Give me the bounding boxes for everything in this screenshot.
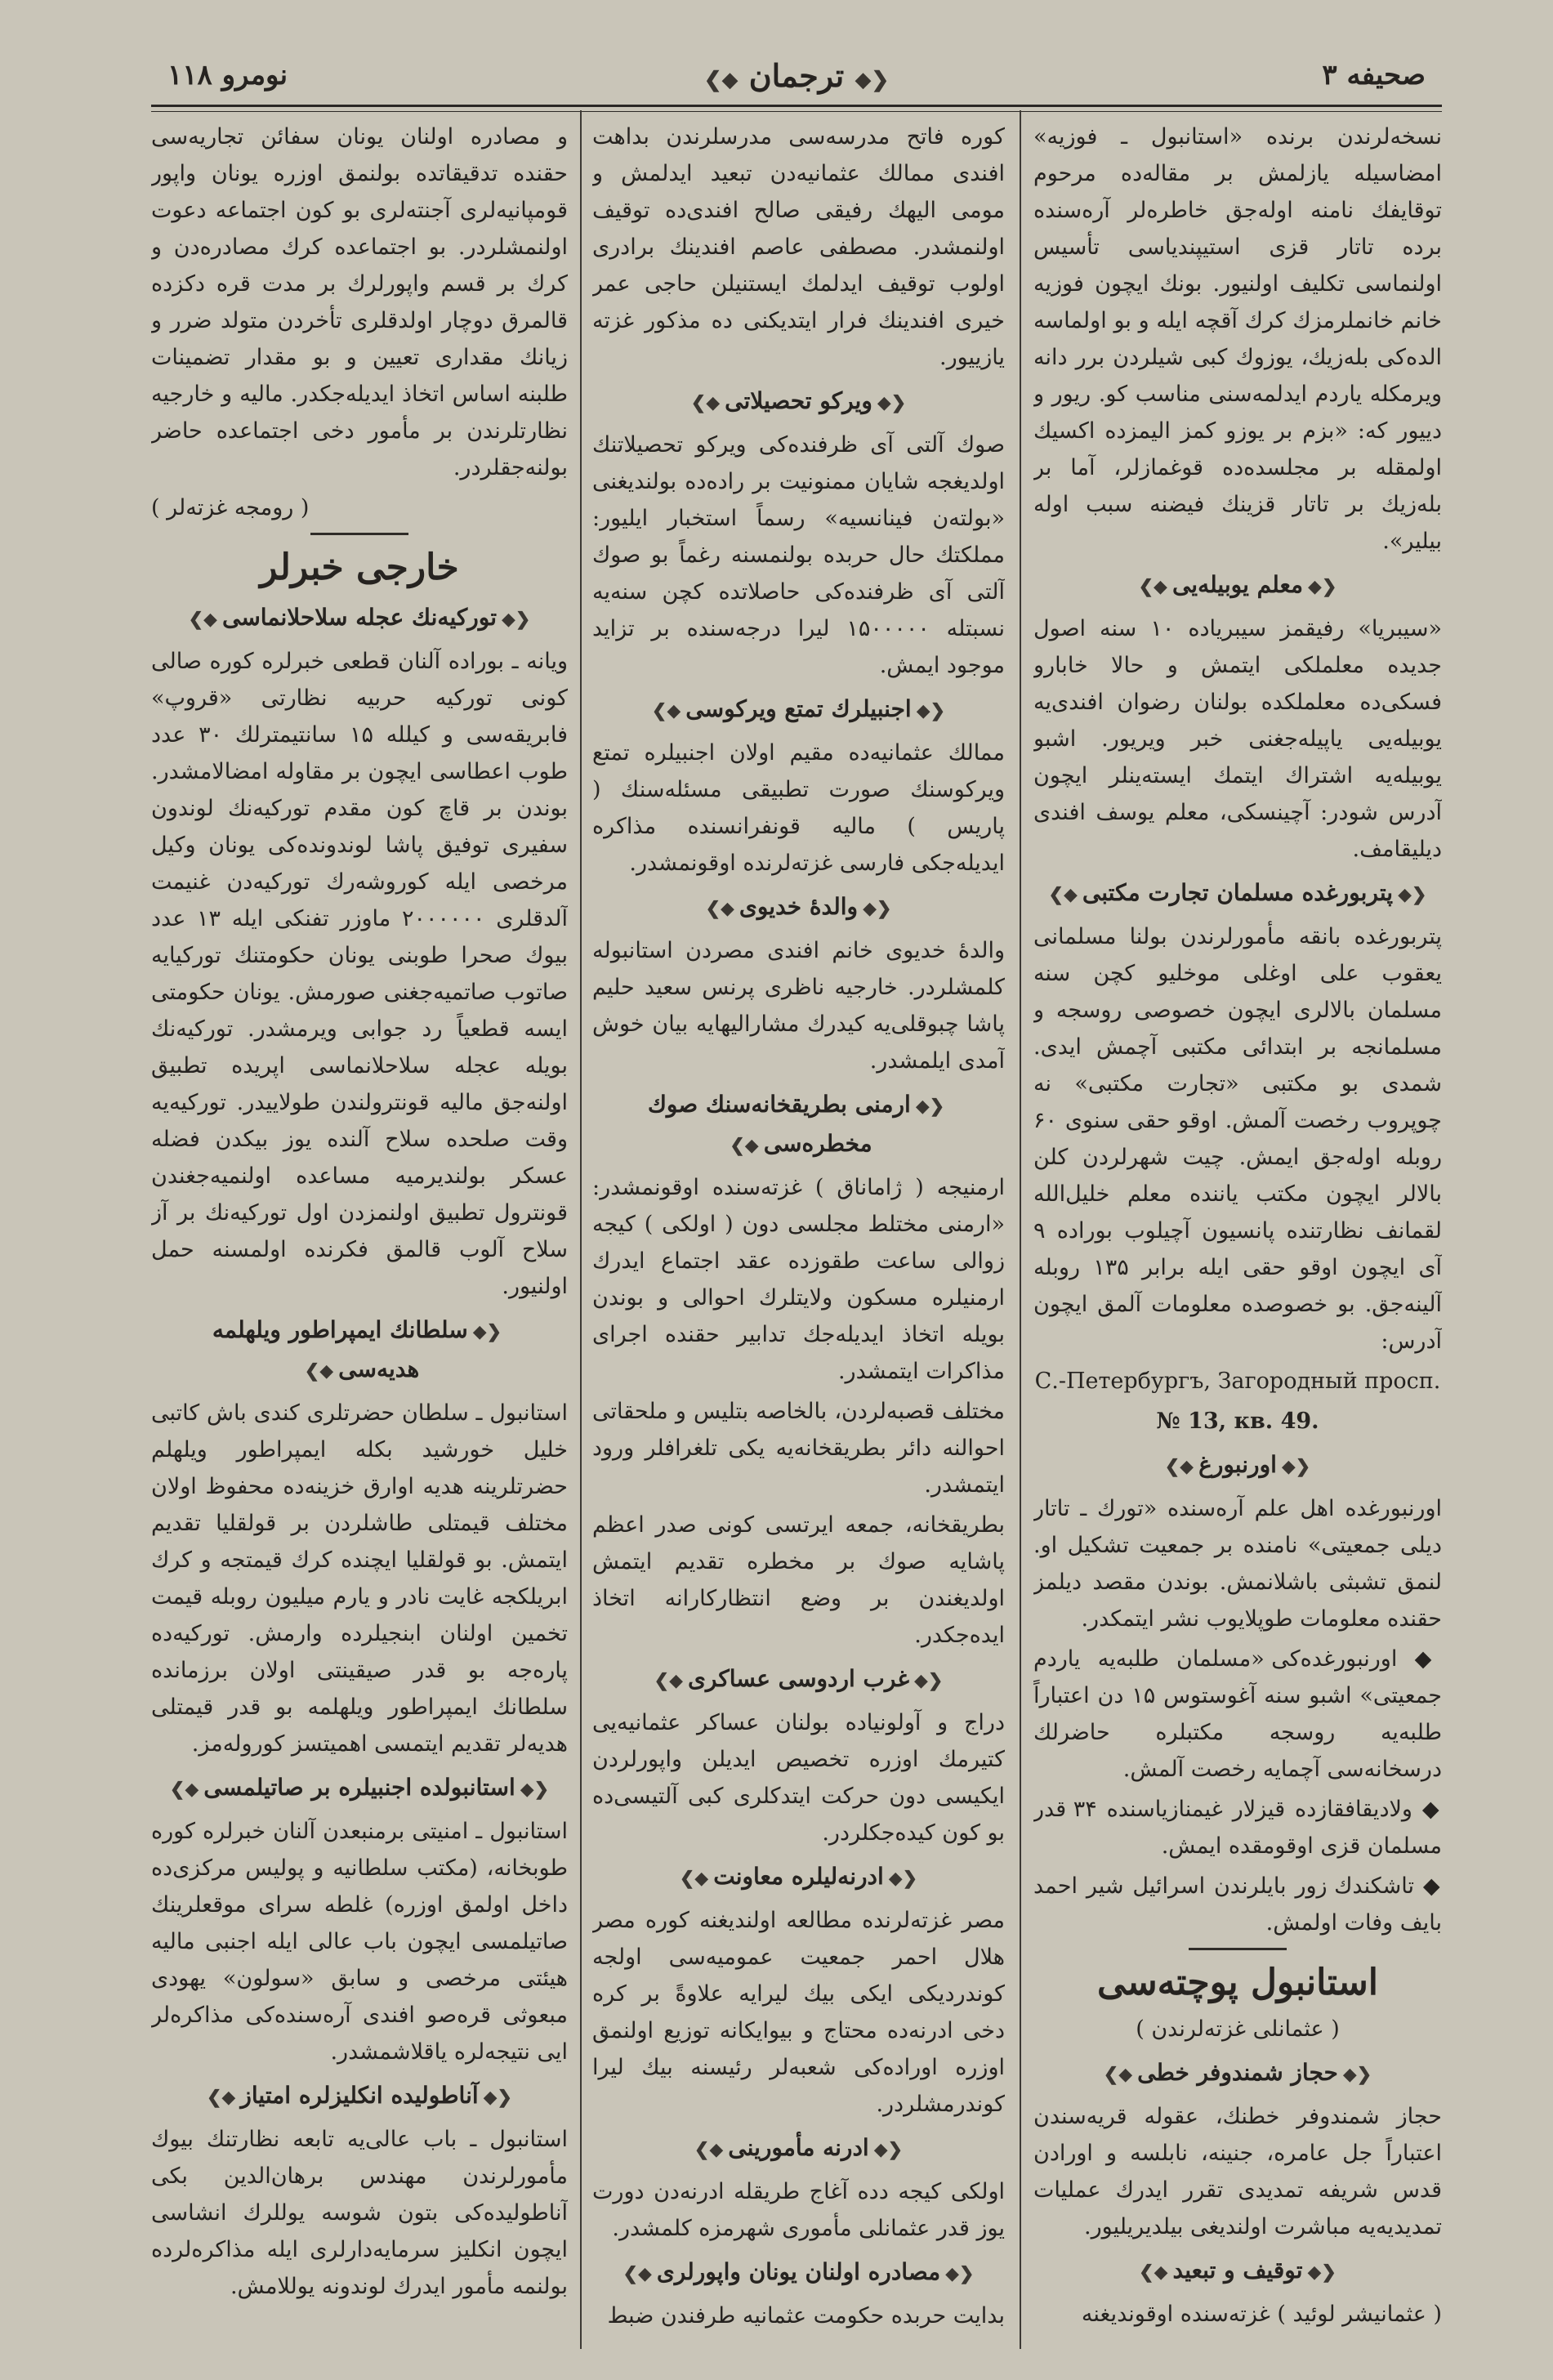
section-rule [1189, 1948, 1287, 1950]
cyrillic-address-line: С.-Петербургъ, Загородный просп. [1034, 1369, 1441, 1394]
title-text: ترجمان [748, 57, 845, 94]
paragraph: ( عثمانیشر لوئید ) غزته‌سنده اوقوندیغنه [1081, 2302, 1442, 2327]
paragraph: پتربورغده بانقه مأمورلرندن بولنا مسلمانی یعقوب علی اوغلی موخلیو کچن سنه مسلمان بالالری ایچون خصوصی روسجه و مسلمانجه بر ابتدائی مکتبی آچمش ایدی. شمدی بو مکتبی «تجارت مکتبی» نه چوپروب رخصت آلمش. اوقو حقی سنوی ۶۰ روبله اوله‌جق ایمش. چیت شهرلردن کلن بالالر ایچون مکتب یاننده معلم خلیل‌الله لقمانف نظارتنده پانسیون آچیلوب بوراده ۹ آی ایچون اوقو حقی ایله برابر ۱۳۵ روبله آلینه‌جق. بو خصوصده معلومات آلمق ایچون آدرس: [1033, 924, 1442, 1354]
column-left [151, 118, 568, 2349]
section-heading: ❮◆والدهٔ خدیوی◆❯ [705, 893, 892, 920]
section-heading: ❮◆اورنبورغ◆❯ [1164, 1451, 1311, 1478]
paragraph: ویانه ـ بوراده آلنان قطعی خبرلره کوره صالی کونی تورکیه حربیه نظارتی «قروپ» فابریقه‌سی و کیلله ۱۵ سانتیمترلك ۳۰ عدد طوب اعطاسی ایچون بر مقاوله امضالامشدر. بوندن بر قاچ کون مقدم تورکیه‌نك لوندون سفیری توفیق پاشا لوندونده‌کی یونان وکیل مرخصی ایله کوروشه‌رك تورکیه‌دن غنیمت آلدقلری ۲۰۰۰۰۰۰ ماوزر تفنکی ایله ۱۳ عدد بیوك صحرا طوبنی یونان حکومتنك تورکیایه صاتوب صاتمیه‌جغنی صورمش. یونان حکومتی ایسه قطعیاً رد جوابی ویرمشدر. تورکیه‌نك بویله عجله سلاحلانماسی اپریده تطبیق اولنه‌جق مالیه قونترولندن طولاییدر. تورکیه‌یه وقت صلحده سلاح آلنده یوز بیکدن فضله عسکر بولندیرمیه مساعده اولنمیه‌جغندن قونترول تطبیق اولنمزدن اول تورکیه‌نك بر آز سلاح آلوب قالمق فکرنده اولمسنه حمل اولنیور. [151, 649, 568, 1299]
section-heading: ❮◆ادرنه‌لیلره معاونت◆❯ [679, 1863, 918, 1890]
paragraph: والدهٔ خدیوی خانم افندی مصردن استانبوله کلمشلردر. خارجیه ناظری پرنس سعید حلیم پاشا چبوقلی‌یه کیدرك مشارالیهایه بیان خوش آمدی ایلمشدر. [592, 938, 1005, 1074]
bullet-icon: ◆ [1397, 1646, 1442, 1672]
paragraph: کوره فاتح مدرسه‌سی مدرسلرندن بداهت افندی ممالك عثمانیه‌دن تبعید ایدلمش و مومی الیهك رفیقی صالح افندی‌ده توقیف اولنمشدر. مصطفی عاصم افندینك برادری اولوب توقیف ایدلمك ایستنیلن حاجی عمر خیری افندینك فرار ایتدیکنی ده مذکور غزته یازییور. [592, 124, 1005, 370]
section-heading: ❮◆استانبولده اجنبیلره بر صاتیلمسی◆❯ [169, 1774, 550, 1801]
bullet-icon: ◆ [1412, 1797, 1442, 1822]
paragraph: ممالك عثمانیه‌ده مقیم اولان اجنبیلره تمتع ویرکوسنك صورت تطبیقی مسئله‌سنك ( پاریس ) مالیه قونفرانسنده مذاکره ایدیله‌جکی فارسی غزته‌لرنده اوقونمشدر. [592, 740, 1005, 876]
cyrillic-address-line: № 13, кв. 49. [1156, 1409, 1319, 1434]
paragraph: نسخه‌لرندن برنده «استانبول ـ فوزیه» امضاسیله یازلمش بر مقاله‌ده مرحوم توقایفك نامنه اوله‌جق خاطره‌لر آره‌سنده برده تاتار قزی استیپندیاسی تأسیس اولنماسی تکلیف اولنیور. بونك ایچون فوزیه خانم خانملرمزك کرك آقچه ایله و بو اولماسه الده‌کی بله‌زیك، یوزوك کبی شیلردن برر دانه ویرمکله یاردم ایدلمه‌سنی مناسب کو. ریور و دییور که: «بزم بر یوزو کمز الیمزده اکسیك اولمقله بر مجلسده‌ده قوغمازلر، آما بر بله‌زیك بر تاتار قزینك فیضنه سبب اوله بیلیر». [1033, 124, 1442, 554]
paragraph: و مصادره اولنان یونان سفائن تجاریه‌سی حقنده تدقیقاتده بولنمق اوزره یونان واپور قومپانیه‌لری آجنته‌لری بو کون اجتماعه دعوت اولنمشلردر. بو اجتماعده کرك مصادره‌دن و کرك بر قسم واپورلرك بر مدت قره دکزده قالمرق دوچار اولدقلری تأخردن متولد ضرر و زیانك مقداری تعیین و بو مقدار تضمینات طلبنه اساس اتخاذ ایدیله‌جکدر. مالیه و خارجیه نظارتلرندن بر مأمور دخی اجتماعده حاضر بولنه‌جقلردر. [151, 124, 568, 480]
newspaper-title [151, 57, 1442, 94]
section-rule [310, 533, 408, 535]
paragraph: استانبول ـ سلطان حضرتلری کندی باش کاتبی خلیل خورشید بکله ایمپراطور ویلهلم حضرتلرینه هدیه اوارق خزینه‌ده محفوظ اولان مختلف قیمتلی طاشلردن بر قولقلیا تقدیم ایتمش. بو قولقلیا ایچنده کرك قیمتجه و کرك ابریلکجه غایت نادر و یارم میلیون روبله قیمت تخمین اولنان ابنجیلرده وارمش. تورکیه‌ده پاره‌جه بو قدر صیقینتی اولان برزمانده سلطانك ایمپراطور ویلهلمه بو قدر قیمتلی هدیه‌لر تقدیم ایتمسی اهمیتسز کوروله‌مز. [151, 1400, 568, 1757]
column-middle [592, 118, 1005, 2349]
paragraph: صوك آلتی آی ظرفنده‌کی ویرکو تحصیلاتنك اولدیغجه شایان ممنونیت بر راده‌ده بولندیغنی «بولته‌ن فینانسیه» رسماً استخبار ایلیور: مملکتك حال حربده بولنمسنه رغماً بو صوك آلتی آی ظرفنده‌کی حاصلاتده کچن سنه‌یه نسبتله ۱۵۰۰۰۰۰ لیرا درجه‌سنده بر تزاید موجود ایمش. [592, 432, 1005, 678]
section-heading: ❮◆ارمنی بطریقخانه‌سنك صوك مخطره‌سی◆❯ [647, 1091, 945, 1157]
section-heading: ❮◆حجاز شمندوفر خطی◆❯ [1103, 2059, 1372, 2086]
section-heading: ❮◆ویرکو تحصیلاتی◆❯ [690, 387, 907, 414]
paragraph: استانبول ـ باب عالی‌یه تابعه نظارتنك بیوك مأمورلرندن مهندس برهان‌الدین بکی آناطولیده‌کی بتون شوسه یوللرك انشاسی ایچون انکلیز سرمایه‌دارلری ایله مذاکره‌لرده بولنمه مأمور ایدرك لوندونه یوللامش. [151, 2127, 568, 2299]
paragraph: اورنبورغده اهل علم آره‌سنده «تورك ـ تاتار دیلی جمعیتی» نامنده بر جمعیت تشکیل او. لنمق تشبثی باشلانمش. بوندن مقصد دیلمز حقنده معلومات طوپلایوب نشر ایتمکدر. [1033, 1496, 1442, 1632]
section-heading: ❮◆سلطانك ایمپراطور ویلهلمه هدیه‌سی◆❯ [212, 1316, 502, 1382]
source-credit: ( رومجه غزته‌لر ) [151, 495, 310, 520]
paragraph: دراج و آولونیاده بولنان عساکر عثمانیه‌یی کتیرمك اوزره تخصیص ایدیلن واپورلردن ایکیسی دون حرکت ایتدکلری کبی آلتیسی‌ده بو کون کیده‌جکلردر. [592, 1710, 1005, 1846]
section-heading: ❮◆اجنبیلرك تمتع ویرکوسی◆❯ [651, 695, 946, 722]
paragraph: مصر غزته‌لرنده مطالعه اولندیغنه کوره مصر هلال احمر جمعیت عمومیه‌سی اولجه کوندردیکی ایکی بیك لیرایه علاوةً بر کره دخی ادرنه‌ده محتاج و بیوایکانه توزیع اولنمق اوزره اوراده‌کی شعبه‌لر رئیسنه بیك لیرا کوندرمشلردر. [592, 1908, 1005, 2117]
paragraph: ارمنیجه ( ژاماناق ) غزته‌سنده اوقونمشدر: «ارمنی مختلط مجلسی دون ( اولکی ) کیجه زوالی ساعت طقوزده عقد اجتماع ایدرك ارمنیلره مسکون ولایتلرك احوالی و بوندن بویله اتخاذ ایدیله‌جك تدابیر حقنده اجرای مذاکرات ایتمشدر. [592, 1175, 1005, 1384]
paragraph: حجاز شمندوفر خطنك، عقوله قریه‌سندن اعتباراً جل عامره، جنینه، نابلسه و اورادن قدس شریفه تمدیدی تقرر ایدرك عملیات تمدیدیه‌یه مباشرت اولندیغی بیلدیریلیور. [1033, 2104, 1442, 2239]
paragraph: ◆ اورنبورغده‌کی «مسلمان طلبه‌یه یاردم جمعیتی» اشبو سنه آغوستوس ۱۵ دن اعتباراً طلبه‌یه روسجه مکتبلره حاضرلك درسخانه‌سی آچمایه رخصت آلمش. [1033, 1646, 1442, 1782]
paragraph: «سیبریا» رفیقمز سیبریاده ۱۰ سنه اصول جدیده معلملکی ایتمش و حالا خابارو فسکی‌ده معلملکده بولنان رضوان افندی‌یه یوبیله‌یی یاپیله‌جغنی خبر ویریور. اشبو یوبیله‌یه اشتراك ایتمك ایسته‌ینلر ایچون آدرس شودر: آچینسکی، معلم یوسف افندی دیلیقامف. [1033, 616, 1442, 862]
paragraph: اولکی کیجه دده آغاج طریقله ادرنه‌دن دورت یوز قدر عثمانلی مأموری شهرمزه کلمشدر. [592, 2179, 1005, 2241]
column-divider [1020, 110, 1021, 2349]
paragraph: ◆ تاشکندك زور بایلرندن اسرائیل شیر احمد بایف وفات اولمش. [1033, 1873, 1442, 1936]
issue-number: نومرو ۱۱۸ [167, 59, 288, 92]
section-heading: ❮◆تورکیه‌نك عجله سلاحلانماسی◆❯ [188, 604, 531, 631]
section-heading: ❮◆غرب اردوسی عساکری◆❯ [654, 1665, 944, 1692]
section-heading: ❮◆توقیف و تبعید◆❯ [1139, 2257, 1337, 2284]
section-heading: ❮◆مصادره اولنان یونان واپورلری◆❯ [623, 2258, 975, 2285]
header-rule [151, 105, 1442, 112]
paragraph: استانبول ـ امنیتی برمنبعدن آلنان خبرلره کوره طوبخانه، (مکتب سلطانیه و پولیس مرکزی‌ده داخل اولمق اوزره) غلطه سرای موقعلرینك صاتیلمسی ایچون باب عالی ایله اجنبی مالیه هیئتی مرخصی و سابق «سولون» یهودی مبعوثی قره‌صو افندی آره‌سنده‌کی مذاکره‌لر ایی نتیجه‌لره یاقلاشمشدر. [151, 1819, 568, 2065]
section-title: استانبول پوچته‌سی [1097, 1962, 1378, 2003]
section-heading: ❮◆ادرنه مأمورینی◆❯ [694, 2134, 904, 2161]
masthead [151, 49, 1442, 106]
bullet-icon: ◆ [1414, 1873, 1442, 1899]
ornament-icon: ❮◆ [855, 68, 890, 92]
section-heading: ❮◆آناطولیده انکلیزلره امتیاز◆❯ [207, 2082, 512, 2109]
section-heading: ❮◆معلم یوبیله‌یی◆❯ [1138, 571, 1337, 598]
column-right [1033, 118, 1442, 2349]
paragraph: ◆ ولادیقافقازده قیزلار غیمنازیاسنده ۳۴ قدر مسلمان قزی اوقومقده ایمش. [1033, 1797, 1442, 1859]
page-number: صحیفه ۳ [1322, 59, 1426, 92]
section-heading: ❮◆پتربورغده مسلمان تجارت مکتبی◆❯ [1048, 879, 1427, 906]
ornament-icon: ◆❯ [703, 68, 739, 92]
section-title: خارجی خبرلر [260, 547, 459, 588]
paragraph: مختلف قصبه‌لردن، بالخاصه بتلیس و ملحقاتی احوالنه دائر بطریقخانه‌یه یکی تلغرافلر ورود ایتمشدر. [592, 1399, 1005, 1498]
paragraph: بدایت حربده حکومت عثمانیه طرفندن ضبط [607, 2303, 1005, 2329]
column-divider [580, 110, 582, 2349]
paragraph: بطریقخانه، جمعه ایرتسی کونی صدر اعظم پاشایه صوك بر مخطره تقدیم ایتمش اولدیغندن بر وضع انتظارکارانه اتخاذ ایده‌جکدر. [592, 1512, 1005, 1648]
section-source: ( عثمانلی غزته‌لرندن ) [1136, 2016, 1340, 2042]
